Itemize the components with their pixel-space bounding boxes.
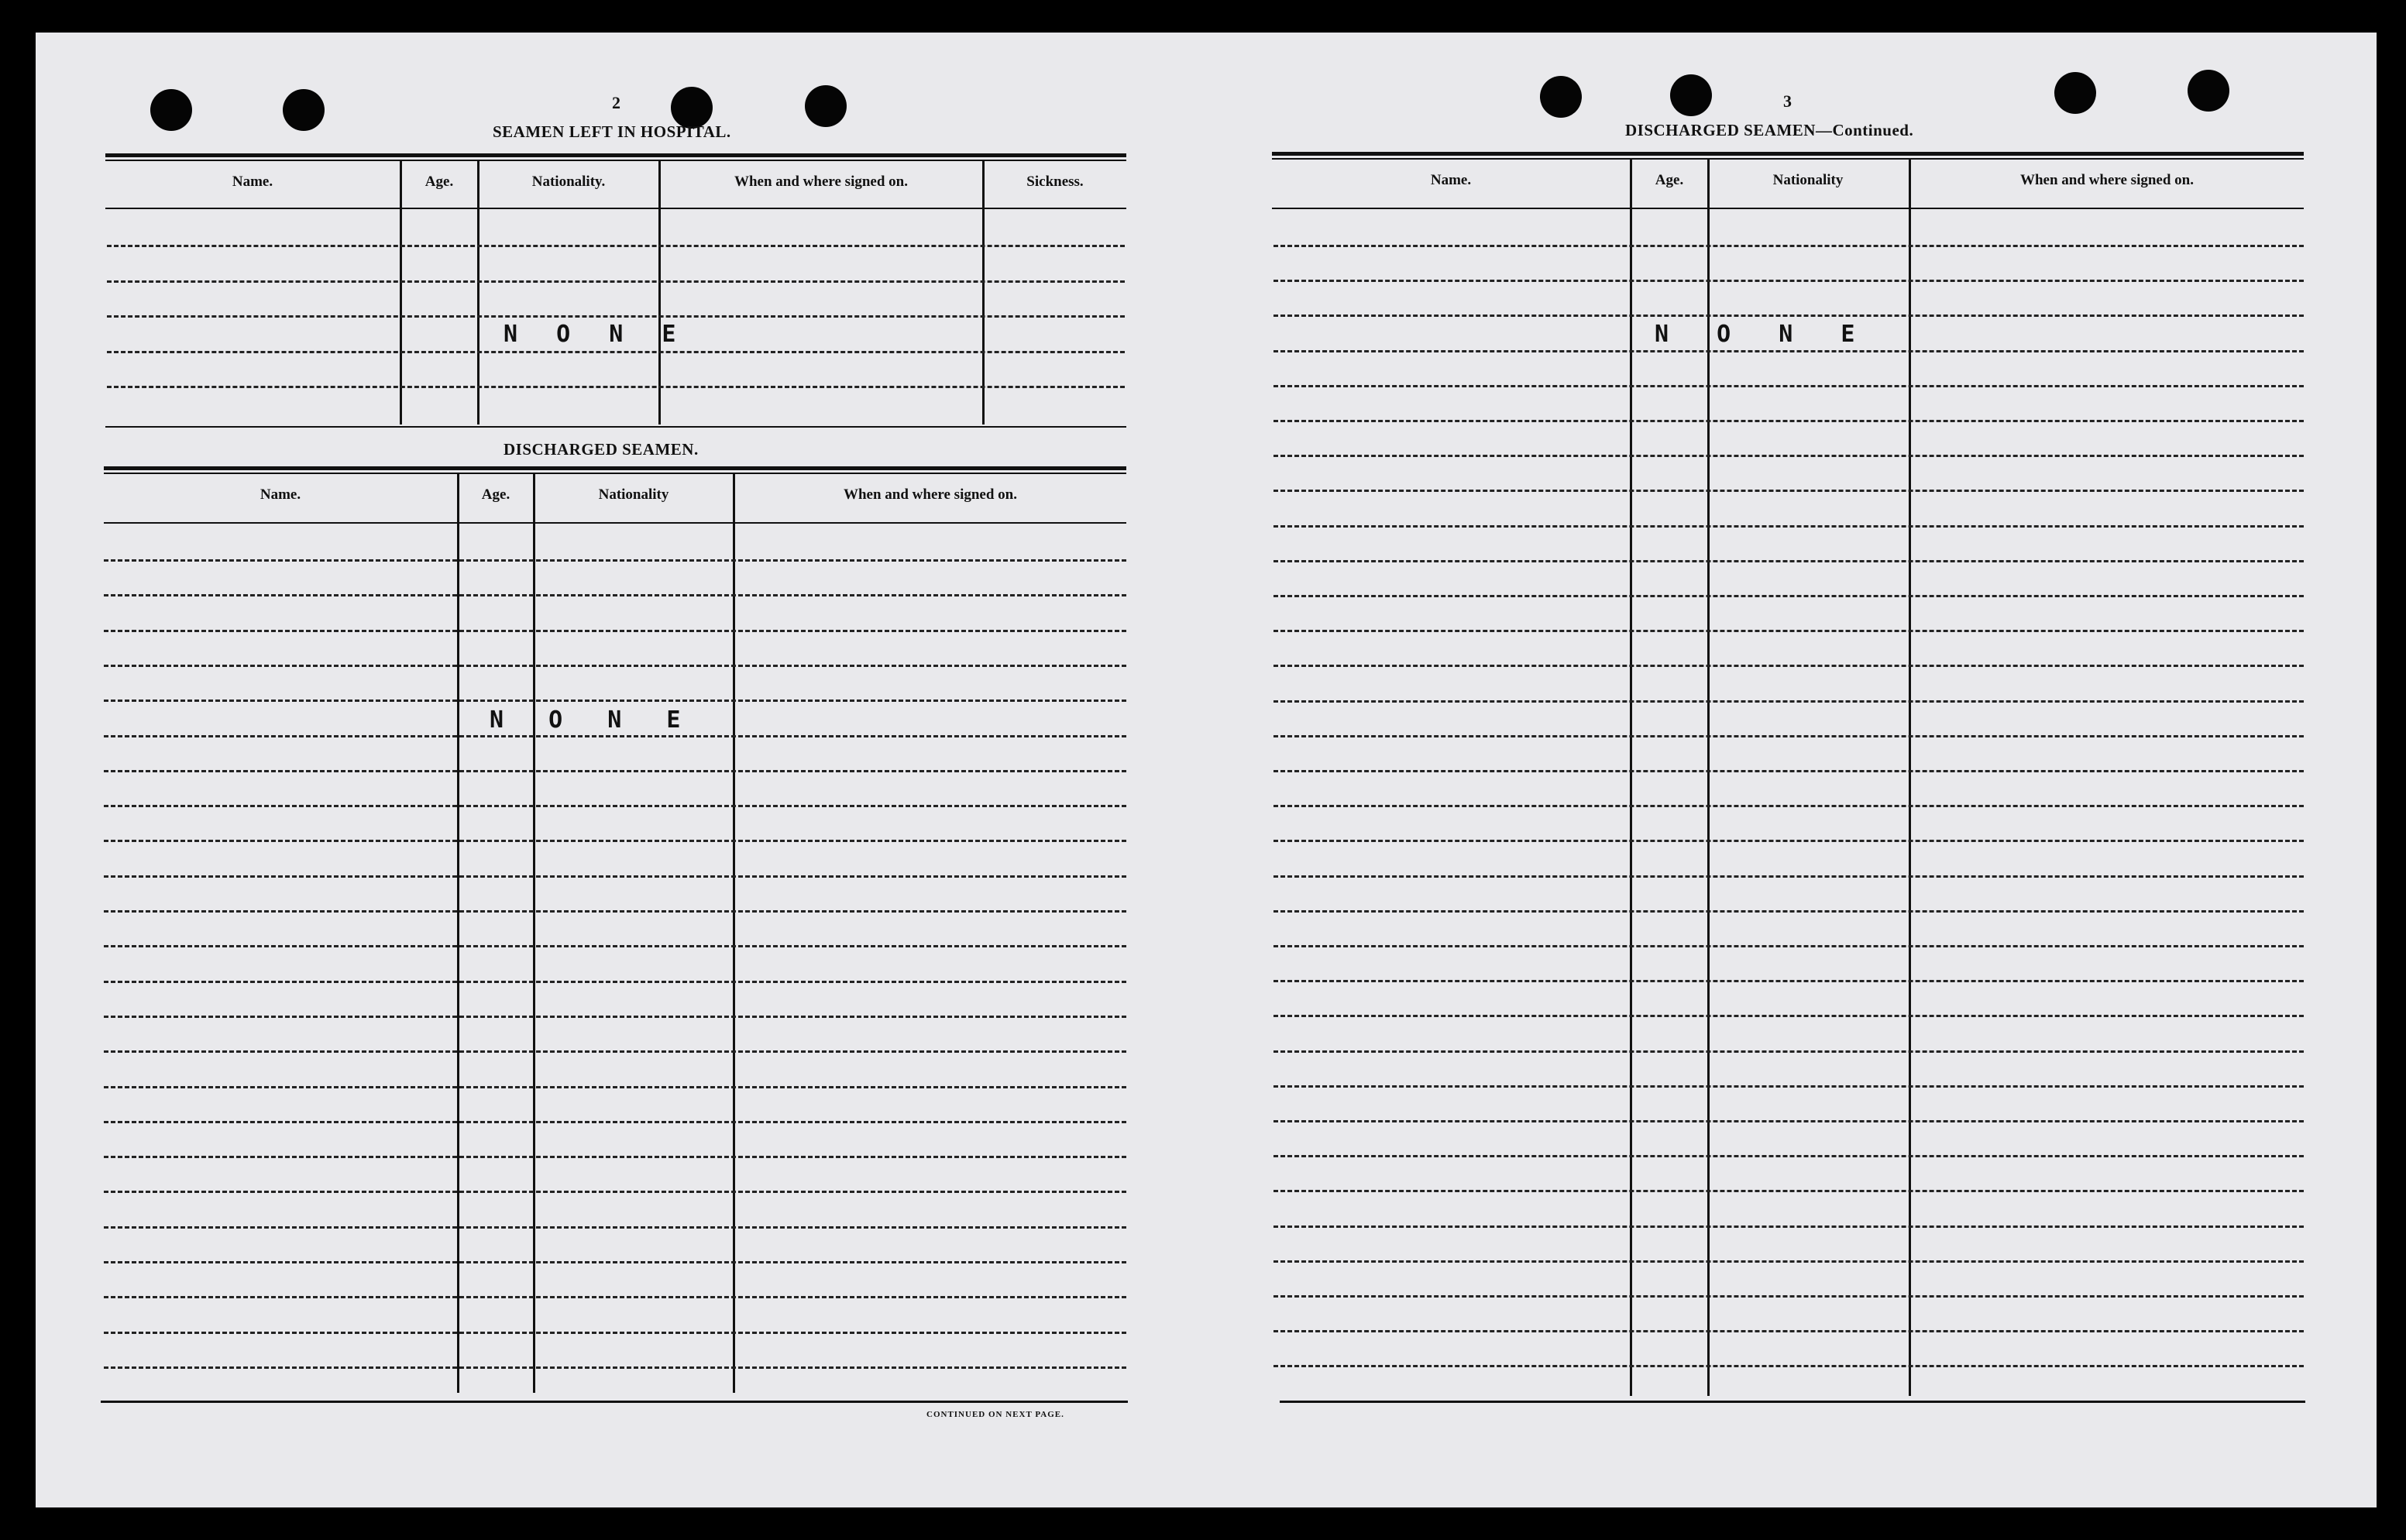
ruled-line (104, 630, 1126, 632)
ruled-line (1273, 350, 2304, 352)
col-sickness: Sickness. (1026, 174, 1084, 190)
ruled-line (107, 351, 1125, 353)
col-age: Age. (424, 174, 454, 190)
ruled-line (1273, 875, 2304, 878)
ruled-line (1273, 455, 2304, 457)
page-number: 2 (612, 93, 620, 112)
col-when-where: When and where signed on. (843, 486, 1017, 503)
ruled-line (107, 386, 1125, 388)
ruled-line (104, 1261, 1126, 1263)
column-divider (658, 161, 661, 425)
ruled-line (1273, 525, 2304, 528)
header-rule (105, 208, 1126, 209)
section-divider-rule (105, 426, 1126, 428)
header-rule (104, 522, 1126, 524)
column-divider (1630, 160, 1632, 1396)
bottom-rule (1280, 1401, 2305, 1403)
ruled-line (107, 245, 1125, 247)
ruled-line (1273, 245, 2304, 247)
ruled-line (1273, 805, 2304, 807)
column-divider (982, 161, 985, 425)
ruled-line (104, 981, 1126, 983)
ruled-line (1273, 1120, 2304, 1122)
ruled-line (1273, 1295, 2304, 1298)
ruled-line (104, 805, 1126, 807)
column-divider (477, 161, 479, 425)
ruled-line (104, 1296, 1126, 1298)
column-divider (1909, 160, 1911, 1396)
ruled-line (1273, 1015, 2304, 1017)
ruled-line (1273, 910, 2304, 913)
col-when-where: When and where signed on. (734, 174, 908, 190)
col-nationality: Nationality (1772, 172, 1844, 188)
none-stamp: N O N E (1655, 321, 1855, 348)
col-name: Name. (260, 486, 301, 503)
ruled-line (1273, 630, 2304, 632)
bottom-rule (101, 1401, 1128, 1403)
ruled-line (104, 735, 1126, 737)
ruled-line (104, 594, 1126, 596)
ruled-line (1273, 945, 2304, 947)
section-top-rule (105, 160, 1126, 161)
punch-hole (1540, 76, 1582, 118)
col-age: Age. (481, 486, 510, 503)
col-nationality: Nationality. (531, 174, 606, 190)
ruled-line (104, 1332, 1126, 1334)
ruled-line (104, 1366, 1126, 1369)
ruled-line (1273, 1365, 2304, 1367)
ruled-line (1273, 420, 2304, 422)
ruled-line (104, 1226, 1126, 1229)
ruled-line (1273, 490, 2304, 492)
ruled-line (1273, 315, 2304, 317)
ruled-line (1273, 1085, 2304, 1088)
ruled-line (104, 1191, 1126, 1193)
ruled-line (1273, 560, 2304, 562)
ruled-line (1273, 700, 2304, 703)
ruled-line (104, 700, 1126, 702)
ruled-line (1273, 770, 2304, 772)
column-divider (457, 474, 459, 1393)
col-name: Name. (1430, 172, 1472, 188)
ruled-line (104, 1050, 1126, 1053)
ruled-line (1273, 1190, 2304, 1192)
ruled-line (104, 875, 1126, 878)
section-top-rule (1272, 158, 2304, 160)
col-when-where: When and where signed on. (2019, 172, 2194, 188)
ruled-line (104, 840, 1126, 842)
col-nationality: Nationality (598, 486, 669, 503)
hospital-section-title: SEAMEN LEFT IN HOSPITAL. (493, 122, 731, 141)
ruled-line (1273, 1155, 2304, 1157)
ruled-line (1273, 735, 2304, 737)
ruled-line (107, 315, 1125, 318)
ruled-line (104, 945, 1126, 947)
ruled-line (104, 1086, 1126, 1088)
punch-hole (2188, 70, 2229, 112)
punch-hole (150, 89, 192, 131)
ruled-line (1273, 665, 2304, 667)
page-number: 3 (1783, 91, 1792, 111)
ruled-line (1273, 1225, 2304, 1228)
ruled-line (1273, 1330, 2304, 1332)
ruled-line (104, 770, 1126, 772)
ruled-line (1273, 280, 2304, 282)
ruled-line (1273, 385, 2304, 387)
column-divider (733, 474, 735, 1393)
punch-hole (283, 89, 325, 131)
ruled-line (1273, 840, 2304, 842)
ruled-line (104, 1121, 1126, 1123)
section-top-rule (104, 466, 1126, 470)
col-name: Name. (232, 174, 273, 190)
section-top-rule (1272, 152, 2304, 156)
continued-footer: CONTINUED ON NEXT PAGE. (926, 1410, 1064, 1419)
ruled-line (107, 280, 1125, 283)
ruled-line (1273, 980, 2304, 982)
column-divider (533, 474, 535, 1393)
col-age: Age. (1655, 172, 1684, 188)
ruled-line (104, 1016, 1126, 1018)
ruled-line (1273, 1260, 2304, 1263)
none-stamp: N O N E (490, 706, 681, 734)
ruled-line (104, 1156, 1126, 1158)
ruled-line (104, 559, 1126, 562)
section-top-rule (104, 473, 1126, 474)
header-rule (1272, 208, 2304, 209)
punch-hole (805, 85, 847, 127)
ruled-line (1273, 595, 2304, 597)
discharged-section-title: DISCHARGED SEAMEN. (504, 440, 699, 459)
none-stamp: N O N E (504, 321, 676, 348)
column-divider (400, 161, 402, 425)
section-top-rule (105, 153, 1126, 157)
ruled-line (1273, 1050, 2304, 1053)
discharged-continued-title: DISCHARGED SEAMEN—Continued. (1625, 121, 1914, 139)
punch-hole (2054, 72, 2096, 114)
ruled-line (104, 665, 1126, 667)
ruled-line (104, 910, 1126, 913)
punch-hole (1670, 74, 1712, 116)
